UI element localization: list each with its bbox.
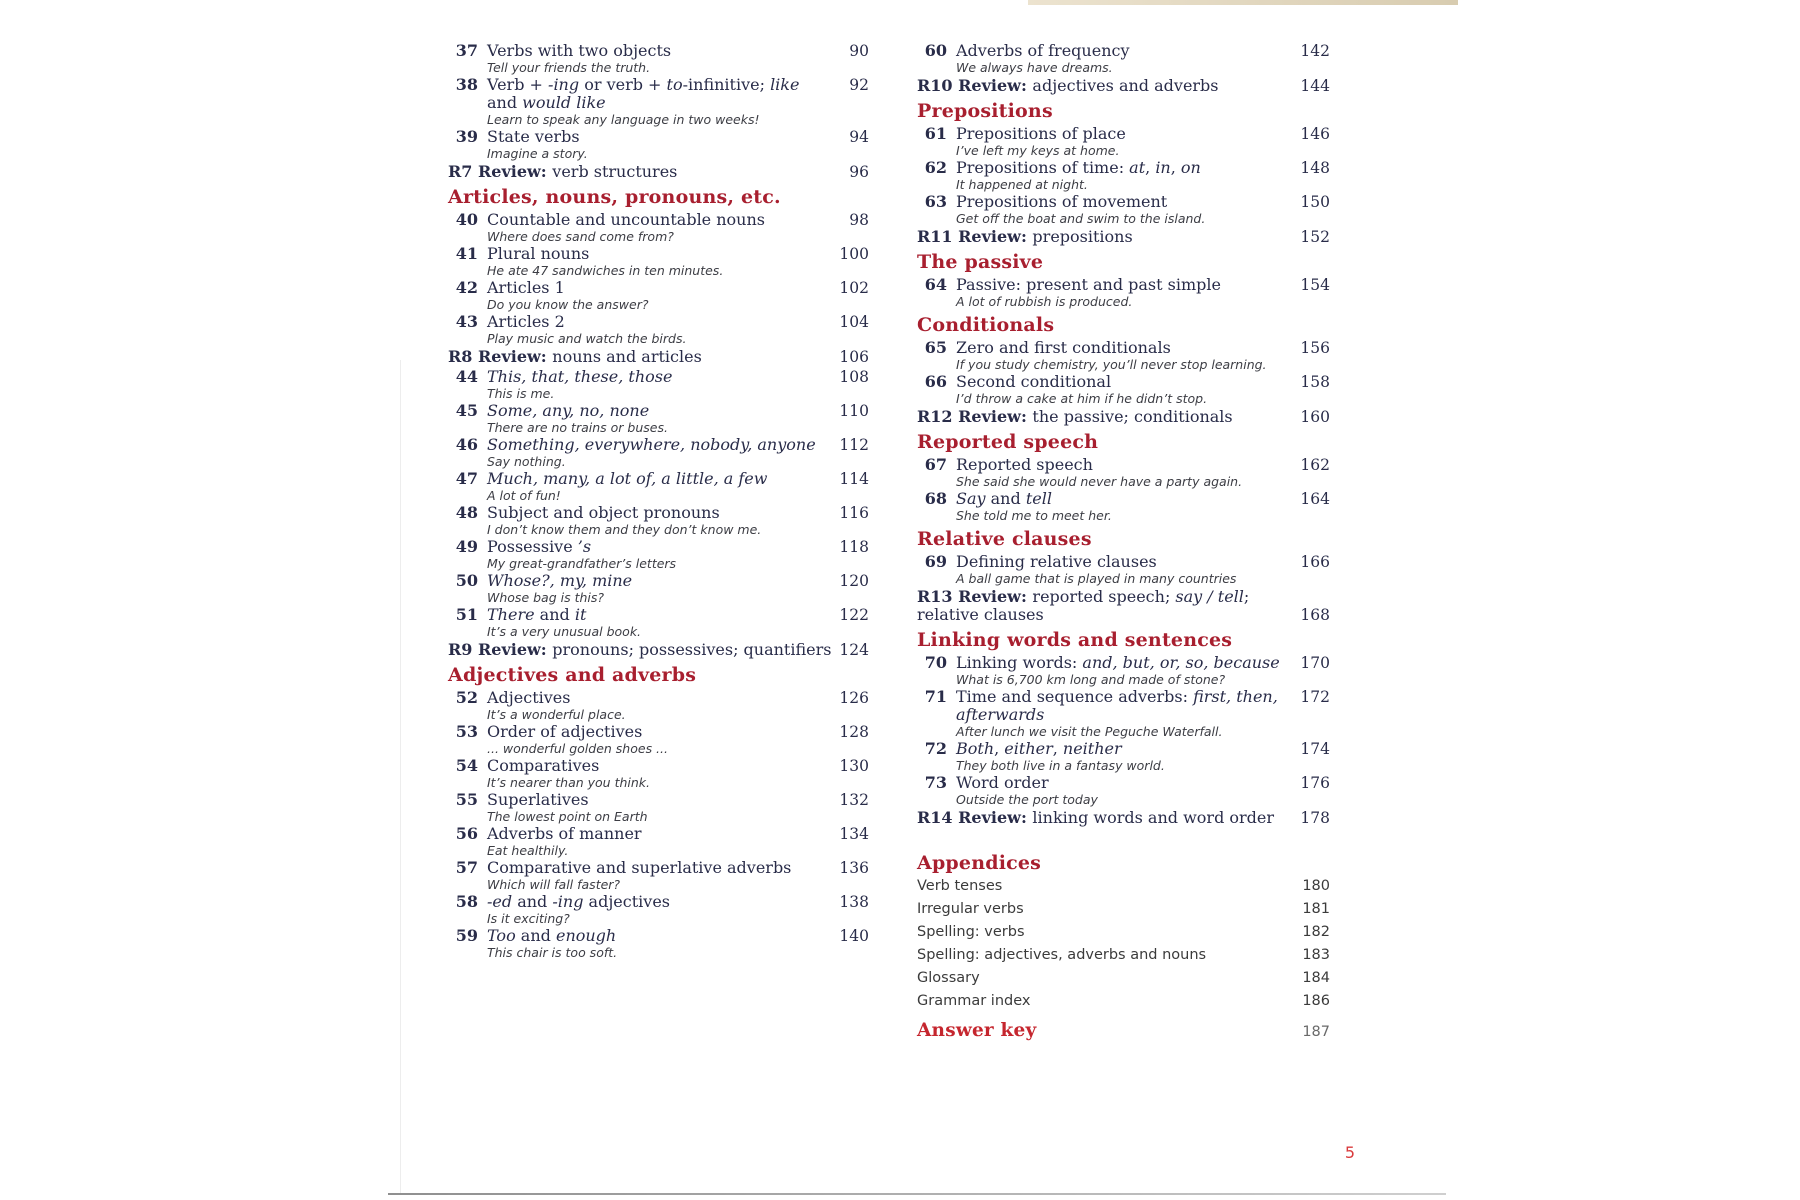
- unit-body: [487, 825, 833, 858]
- unit-title: Comparatives: [487, 756, 600, 775]
- unit-body: [487, 402, 833, 435]
- page-number: 156: [1300, 339, 1330, 357]
- page-number: 174: [1300, 740, 1330, 758]
- toc-review: [448, 641, 869, 659]
- unit-body: [956, 159, 1294, 192]
- unit-example: I’d throw a cake at him if he didn’t stop.: [956, 391, 1208, 406]
- review-text: R8 Review: nouns and articles: [448, 347, 702, 366]
- unit-body: [487, 504, 833, 537]
- unit-body: [487, 538, 833, 571]
- unit-title: Say and tell: [956, 489, 1052, 508]
- page-number: 112: [839, 436, 869, 454]
- unit-body: [487, 313, 833, 346]
- unit-example: The lowest point on Earth: [487, 809, 648, 824]
- appendix-item: [917, 877, 1330, 895]
- review-label: R10 Review:: [917, 76, 1033, 95]
- unit-body: [487, 211, 833, 244]
- review-label: R12 Review:: [917, 407, 1033, 426]
- toc-entry: [448, 859, 869, 892]
- unit-number: 61: [924, 124, 947, 143]
- unit-title: There and it: [487, 605, 587, 624]
- unit-body: [956, 339, 1294, 372]
- toc-entry: [448, 245, 869, 278]
- unit-body: [487, 757, 833, 790]
- unit-body: [487, 723, 833, 756]
- unit-number: 47: [455, 469, 478, 488]
- unit-body: [487, 470, 833, 503]
- page-number: 104: [839, 313, 869, 331]
- unit-number: 42: [455, 278, 478, 297]
- page-number: 102: [839, 279, 869, 297]
- unit-number: 46: [455, 435, 478, 454]
- review-label: R7 Review:: [448, 162, 553, 181]
- page-bottom-shadow: [388, 1193, 1446, 1195]
- unit-example: I don’t know them and they don’t know me.: [487, 522, 762, 537]
- unit-title: Articles 1: [487, 278, 565, 297]
- toc-entry: [917, 42, 1330, 75]
- page-number: 136: [839, 859, 869, 877]
- unit-example: Tell your friends the truth.: [487, 60, 651, 75]
- page-number: 100: [839, 245, 869, 263]
- toc-entry: [448, 279, 869, 312]
- unit-title: Prepositions of time: at, in, on: [956, 158, 1201, 177]
- unit-title: Adverbs of frequency: [956, 41, 1130, 60]
- page-number: 118: [839, 538, 869, 556]
- page-number: 187: [1302, 1024, 1330, 1040]
- appendix-title: Irregular verbs: [917, 901, 1024, 917]
- toc-entry: [448, 470, 869, 503]
- toc-entry: [917, 373, 1330, 406]
- section-heading: Reported speech: [917, 431, 1099, 453]
- section-heading: Adjectives and adverbs: [448, 664, 697, 686]
- unit-body: [956, 456, 1294, 489]
- unit-body: [956, 774, 1294, 807]
- unit-title: Some, any, no, none: [487, 401, 650, 420]
- toc-entry: [448, 42, 869, 75]
- unit-number: 60: [924, 41, 947, 60]
- unit-number: 51: [455, 605, 478, 624]
- unit-number: 64: [924, 275, 947, 294]
- unit-example: After lunch we visit the Peguche Waterfall.: [956, 724, 1223, 739]
- section-heading: Relative clauses: [917, 528, 1092, 550]
- page-number: 154: [1300, 276, 1330, 294]
- unit-number: 69: [924, 552, 947, 571]
- unit-title: Subject and object pronouns: [487, 503, 720, 522]
- page-number: 166: [1300, 553, 1330, 571]
- unit-title: Something, everywhere, nobody, anyone: [487, 435, 816, 454]
- unit-number: 72: [924, 739, 947, 758]
- unit-body: [487, 689, 833, 722]
- toc-review: [917, 408, 1330, 426]
- toc-entry: [917, 553, 1330, 586]
- page-left-edge: [400, 360, 401, 1194]
- unit-example: Outside the port today: [956, 792, 1098, 807]
- toc-entry: [917, 125, 1330, 158]
- unit-example: ... wonderful golden shoes ...: [487, 741, 668, 756]
- appendix-item: [917, 946, 1330, 964]
- review-text: R13 Review: reported speech; say / tell; relative clauses: [917, 587, 1250, 624]
- page-number: 132: [839, 791, 869, 809]
- unit-body: [956, 740, 1294, 773]
- appendix-item: [917, 992, 1330, 1010]
- section-heading: Appendices: [917, 852, 1042, 874]
- unit-example: She said she would never have a party again.: [956, 474, 1243, 489]
- unit-example: It happened at night.: [956, 177, 1088, 192]
- page-number: 148: [1300, 159, 1330, 177]
- page-number: 150: [1300, 193, 1330, 211]
- toc-entry: [917, 193, 1330, 226]
- appendix-title: Verb tenses: [917, 878, 1003, 894]
- unit-example: I’ve left my keys at home.: [956, 143, 1120, 158]
- toc-left-column: [448, 42, 869, 961]
- unit-body: [487, 279, 833, 312]
- toc-entry: [448, 572, 869, 605]
- toc-entry: [448, 436, 869, 469]
- unit-example: Where does sand come from?: [487, 229, 674, 244]
- toc-entry: [917, 159, 1330, 192]
- unit-number: 63: [924, 192, 947, 211]
- unit-title: Time and sequence adverbs: first, then, afterwards: [956, 687, 1278, 724]
- unit-example: A ball game that is played in many countries: [956, 571, 1237, 586]
- unit-example: He ate 47 sandwiches in ten minutes.: [487, 263, 724, 278]
- toc-review: [448, 163, 869, 181]
- unit-title: Verbs with two objects: [487, 41, 672, 60]
- unit-number: 40: [455, 210, 478, 229]
- unit-number: 70: [924, 653, 947, 672]
- section-heading: The passive: [917, 251, 1044, 273]
- unit-number: 41: [455, 244, 478, 263]
- unit-number: 49: [455, 537, 478, 556]
- section-heading: Linking words and sentences: [917, 629, 1233, 651]
- unit-example: My great-grandfather’s letters: [487, 556, 677, 571]
- review-text: R12 Review: the passive; conditionals: [917, 407, 1233, 426]
- toc-entry: [448, 825, 869, 858]
- unit-number: 56: [455, 824, 478, 843]
- unit-number: 50: [455, 571, 478, 590]
- page-number: 146: [1300, 125, 1330, 143]
- review-text: R10 Review: adjectives and adverbs: [917, 76, 1219, 95]
- unit-example: We always have dreams.: [956, 60, 1113, 75]
- unit-title: Adverbs of manner: [487, 824, 642, 843]
- unit-body: [487, 42, 833, 75]
- unit-example: Do you know the answer?: [487, 297, 649, 312]
- unit-number: 48: [455, 503, 478, 522]
- unit-number: 57: [455, 858, 478, 877]
- toc-entry: [448, 368, 869, 401]
- toc-entry: [448, 313, 869, 346]
- appendix-item: [917, 969, 1330, 987]
- toc-entry: [917, 456, 1330, 489]
- toc-entry: [917, 740, 1330, 773]
- page-number: 182: [1302, 924, 1330, 940]
- page-number: 158: [1300, 373, 1330, 391]
- page-number: 142: [1300, 42, 1330, 60]
- unit-title: Verb + -ing or verb + to-infinitive; like and would like: [487, 75, 800, 112]
- unit-number: 58: [455, 892, 478, 911]
- unit-number: 71: [924, 687, 947, 706]
- section-heading: Articles, nouns, pronouns, etc.: [448, 186, 781, 208]
- unit-title: Word order: [956, 773, 1049, 792]
- unit-number: 52: [455, 688, 478, 707]
- unit-title: This, that, these, those: [487, 367, 673, 386]
- unit-number: 39: [455, 127, 478, 146]
- review-text: R9 Review: pronouns; possessives; quantifiers: [448, 640, 832, 659]
- unit-body: [487, 572, 833, 605]
- appendix-item: [917, 900, 1330, 918]
- unit-body: [487, 791, 833, 824]
- review-label: R14 Review:: [917, 808, 1033, 827]
- page-number: 138: [839, 893, 869, 911]
- unit-title: Passive: present and past simple: [956, 275, 1221, 294]
- unit-title: Prepositions of movement: [956, 192, 1168, 211]
- unit-example: There are no trains or buses.: [487, 420, 668, 435]
- toc-right-column: [917, 42, 1330, 1041]
- unit-example: This chair is too soft.: [487, 945, 618, 960]
- page-number: 106: [839, 348, 869, 366]
- unit-number: 65: [924, 338, 947, 357]
- toc-entry: [917, 688, 1330, 739]
- answer-key-title: Answer key: [917, 1020, 1037, 1041]
- review-label: R8 Review:: [448, 347, 553, 366]
- page-number: 140: [839, 927, 869, 945]
- unit-body: [956, 125, 1294, 158]
- unit-example: It’s nearer than you think.: [487, 775, 651, 790]
- unit-example: What is 6,700 km long and made of stone?: [956, 672, 1226, 687]
- unit-title: Zero and first conditionals: [956, 338, 1171, 357]
- unit-title: Adjectives: [487, 688, 571, 707]
- unit-body: [487, 245, 833, 278]
- unit-title: Comparative and superlative adverbs: [487, 858, 792, 877]
- review-label: R13 Review:: [917, 587, 1033, 606]
- toc-entry: [448, 128, 869, 161]
- toc-review: [917, 77, 1330, 95]
- page-number: 186: [1302, 993, 1330, 1009]
- page-number: 162: [1300, 456, 1330, 474]
- unit-title: Reported speech: [956, 455, 1093, 474]
- page-number: 160: [1300, 408, 1330, 426]
- unit-body: [956, 688, 1294, 739]
- toc-entry: [448, 76, 869, 127]
- unit-example: Is it exciting?: [487, 911, 570, 926]
- previous-page-edge-strip: [1028, 0, 1458, 5]
- toc-entry: [448, 689, 869, 722]
- unit-body: [487, 927, 833, 960]
- page-number: 90: [849, 42, 869, 60]
- unit-body: [956, 373, 1294, 406]
- toc-entry: [448, 893, 869, 926]
- unit-number: 53: [455, 722, 478, 741]
- unit-title: Much, many, a lot of, a little, a few: [487, 469, 768, 488]
- review-label: R9 Review:: [448, 640, 553, 659]
- unit-number: 45: [455, 401, 478, 420]
- unit-body: [487, 76, 833, 127]
- unit-number: 62: [924, 158, 947, 177]
- page-number: 94: [849, 128, 869, 146]
- unit-title: Possessive ’s: [487, 537, 592, 556]
- unit-example: It’s a wonderful place.: [487, 707, 626, 722]
- unit-number: 38: [455, 75, 478, 94]
- unit-title: Linking words: and, but, or, so, because: [956, 653, 1280, 672]
- review-text: R11 Review: prepositions: [917, 227, 1133, 246]
- unit-title: Countable and uncountable nouns: [487, 210, 765, 229]
- appendix-title: Spelling: adjectives, adverbs and nouns: [917, 947, 1207, 963]
- unit-body: [956, 42, 1294, 75]
- toc-review: [917, 809, 1330, 827]
- unit-example: She told me to meet her.: [956, 508, 1112, 523]
- page-number: 114: [839, 470, 869, 488]
- page-number: 168: [1300, 606, 1330, 624]
- page-number: 92: [849, 76, 869, 94]
- toc-entry: [917, 654, 1330, 687]
- unit-body: [487, 436, 833, 469]
- page-number: 184: [1302, 970, 1330, 986]
- review-label: R11 Review:: [917, 227, 1033, 246]
- unit-body: [956, 654, 1294, 687]
- toc-entry: [917, 339, 1330, 372]
- unit-example: Play music and watch the birds.: [487, 331, 687, 346]
- unit-number: 68: [924, 489, 947, 508]
- unit-title: Superlatives: [487, 790, 589, 809]
- unit-number: 37: [455, 41, 478, 60]
- appendix-title: Spelling: verbs: [917, 924, 1025, 940]
- page-number: 126: [839, 689, 869, 707]
- page-number: 128: [839, 723, 869, 741]
- unit-example: A lot of fun!: [487, 488, 561, 503]
- page-number: 110: [839, 402, 869, 420]
- toc-entry: [448, 504, 869, 537]
- unit-body: [487, 606, 833, 639]
- toc-entry: [448, 606, 869, 639]
- page-number: 181: [1302, 901, 1330, 917]
- section-heading: Conditionals: [917, 314, 1055, 336]
- unit-body: [956, 553, 1294, 586]
- unit-example: A lot of rubbish is produced.: [956, 294, 1133, 309]
- unit-body: [956, 490, 1294, 523]
- unit-title: Articles 2: [487, 312, 565, 331]
- unit-number: 66: [924, 372, 947, 391]
- toc-entry: [448, 757, 869, 790]
- toc-entry: [448, 402, 869, 435]
- page-number: 170: [1300, 654, 1330, 672]
- unit-body: [956, 276, 1294, 309]
- unit-title: Both, either, neither: [956, 739, 1122, 758]
- page-number: 144: [1300, 77, 1330, 95]
- unit-body: [956, 193, 1294, 226]
- unit-title: Prepositions of place: [956, 124, 1126, 143]
- folio-page-number: 5: [1344, 1143, 1356, 1162]
- review-text: R14 Review: linking words and word order: [917, 808, 1275, 827]
- unit-example: Imagine a story.: [487, 146, 588, 161]
- page-number: 172: [1300, 688, 1330, 706]
- toc-entry: [448, 211, 869, 244]
- unit-title: Defining relative clauses: [956, 552, 1157, 571]
- unit-body: [487, 368, 833, 401]
- unit-number: 43: [455, 312, 478, 331]
- page-number: 120: [839, 572, 869, 590]
- page-number: 122: [839, 606, 869, 624]
- toc-entry: [448, 791, 869, 824]
- unit-example: If you study chemistry, you’ll never stop learning.: [956, 357, 1267, 372]
- section-heading: Prepositions: [917, 100, 1053, 122]
- toc-review: [917, 228, 1330, 246]
- appendix-item: [917, 923, 1330, 941]
- toc-entry: [448, 927, 869, 960]
- unit-number: 55: [455, 790, 478, 809]
- toc-review: [448, 348, 869, 366]
- unit-number: 44: [455, 367, 478, 386]
- toc-entry: [917, 276, 1330, 309]
- unit-example: Get off the boat and swim to the island.: [956, 211, 1206, 226]
- page-number: 116: [839, 504, 869, 522]
- unit-title: -ed and -ing adjectives: [487, 892, 670, 911]
- page-number: 180: [1302, 878, 1330, 894]
- unit-body: [487, 893, 833, 926]
- unit-title: Plural nouns: [487, 244, 590, 263]
- unit-body: [487, 128, 833, 161]
- unit-example: Eat healthily.: [487, 843, 569, 858]
- review-text: R7 Review: verb structures: [448, 162, 678, 181]
- unit-example: It’s a very unusual book.: [487, 624, 642, 639]
- page-number: 178: [1300, 809, 1330, 827]
- unit-body: [487, 859, 833, 892]
- unit-number: 54: [455, 756, 478, 775]
- toc-entry: [917, 774, 1330, 807]
- unit-number: 67: [924, 455, 947, 474]
- unit-number: 59: [455, 926, 478, 945]
- unit-title: Second conditional: [956, 372, 1112, 391]
- unit-title: State verbs: [487, 127, 580, 146]
- toc-entry: [917, 490, 1330, 523]
- unit-example: This is me.: [487, 386, 555, 401]
- unit-example: Learn to speak any language in two weeks!: [487, 112, 760, 127]
- page-number: 176: [1300, 774, 1330, 792]
- toc-entry: [448, 538, 869, 571]
- unit-title: Order of adjectives: [487, 722, 643, 741]
- page-number: 96: [849, 163, 869, 181]
- appendix-title: Glossary: [917, 970, 980, 986]
- unit-title: Whose?, my, mine: [487, 571, 633, 590]
- unit-title: Too and enough: [487, 926, 617, 945]
- answer-key: [917, 1020, 1330, 1041]
- toc-entry: [448, 723, 869, 756]
- unit-example: They both live in a fantasy world.: [956, 758, 1165, 773]
- unit-example: Whose bag is this?: [487, 590, 605, 605]
- page-number: 183: [1302, 947, 1330, 963]
- unit-example: Which will fall faster?: [487, 877, 621, 892]
- unit-example: Say nothing.: [487, 454, 566, 469]
- page-number: 152: [1300, 228, 1330, 246]
- appendix-title: Grammar index: [917, 993, 1031, 1009]
- page-number: 98: [849, 211, 869, 229]
- page-number: 134: [839, 825, 869, 843]
- toc-review: [917, 588, 1330, 624]
- page-number: 108: [839, 368, 869, 386]
- page-number: 130: [839, 757, 869, 775]
- page-number: 164: [1300, 490, 1330, 508]
- unit-number: 73: [924, 773, 947, 792]
- page-number: 124: [839, 641, 869, 659]
